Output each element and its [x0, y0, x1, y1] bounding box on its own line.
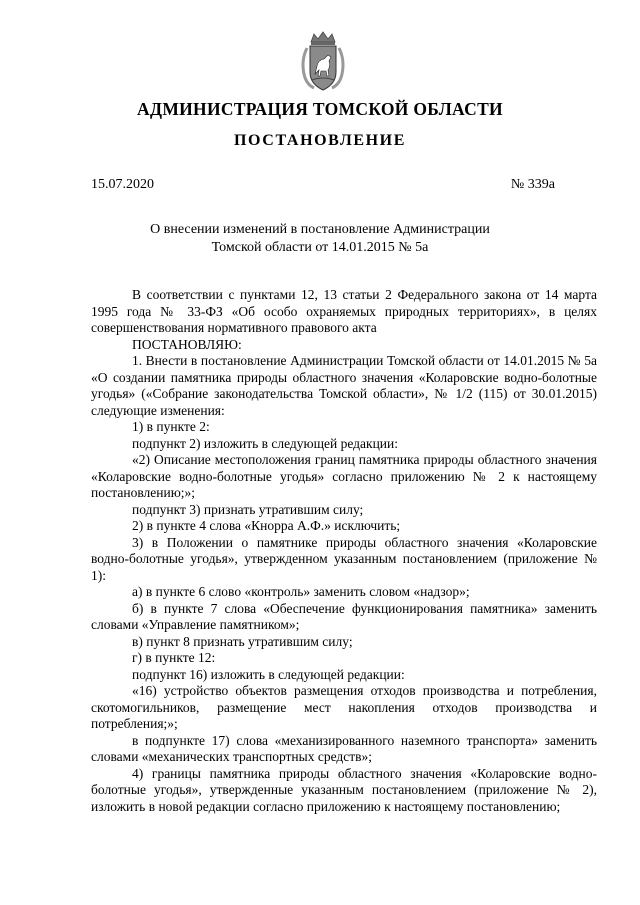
document-number: № 339а	[510, 177, 555, 192]
body-paragraph: подпункт 16) изложить в следующей редакции:	[132, 666, 405, 682]
body-paragraph: 1. Внести в постановление Администрации Томской области от 14.01.2015 № 5а «О создании памятника природы областного значения «Коларовские водно-болотные угодья» («Собрание законодательства Томской области», № 1/2 (115) от 30.01.2015) следующие изменения:	[91, 353, 597, 418]
body-paragraph: 3) в Положении о памятнике природы областного значения «Коларовские водно-болотные угодья», утвержденном указанным постановлением (приложение № 1):	[91, 534, 597, 583]
body-paragraph: а) в пункте 6 слово «контроль» заменить словом «надзор»;	[132, 584, 470, 599]
body-paragraph: г) в пункте 12:	[132, 650, 216, 665]
body-paragraph: в подпункте 17) слова «механизированного наземного транспорта» заменить словами «механических транспортных средств»;	[91, 732, 597, 764]
document-date: 15.07.2020	[91, 177, 154, 192]
body-paragraph: 1) в пункте 2:	[132, 419, 210, 434]
body-paragraph: 2) в пункте 4 слова «Кнорра А.Ф.» исключить;	[132, 518, 401, 533]
subject-line: Томской области от 14.01.2015 № 5а	[211, 240, 429, 255]
coat-of-arms-icon	[298, 30, 348, 94]
body-paragraph: подпункт 3) признать утратившим силу;	[132, 501, 364, 517]
document-subject	[140, 221, 500, 257]
document-type: ПОСТАНОВЛЕНИЕ	[234, 132, 406, 149]
organization-title: АДМИНИСТРАЦИЯ ТОМСКОЙ ОБЛАСТИ	[137, 99, 503, 119]
body-paragraph: подпункт 2) изложить в следующей редакции:	[132, 435, 399, 451]
body-paragraph: «16) устройство объектов размещения отходов производства и потребления, скотомогильников, размещение мест накопления отходов производства и потребления;»;	[91, 683, 597, 731]
subject-line: О внесении изменений в постановление Администрации	[150, 222, 490, 237]
decree-keyword: ПОСТАНОВЛЯЮ:	[132, 336, 242, 352]
body-paragraph: б) в пункте 7 слова «Обеспечение функционирования памятника» заменить словами «Управление памятником»;	[91, 600, 597, 632]
body-paragraph: 4) границы памятника природы областного значения «Коларовские водно-болотные угодья», утвержденные указанным постановлением (приложение № 2), изложить в новой редакции согласно приложению к настоящему постановлению;	[91, 765, 597, 814]
body-paragraph: В соответствии с пунктами 12, 13 статьи 2 Федерального закона от 14 марта 1995 года № 33-ФЗ «Об особо охраняемых природных территориях», в целях совершенствования нормативного правового акта	[91, 287, 597, 335]
body-paragraph: «2) Описание местоположения границ памятника природы областного значения «Коларовские водно-болотные угодья» согласно приложению № 2 к настоящему постановлению;»;	[91, 452, 597, 500]
document-body	[91, 287, 597, 815]
body-paragraph: в) пункт 8 признать утратившим силу;	[132, 633, 353, 649]
